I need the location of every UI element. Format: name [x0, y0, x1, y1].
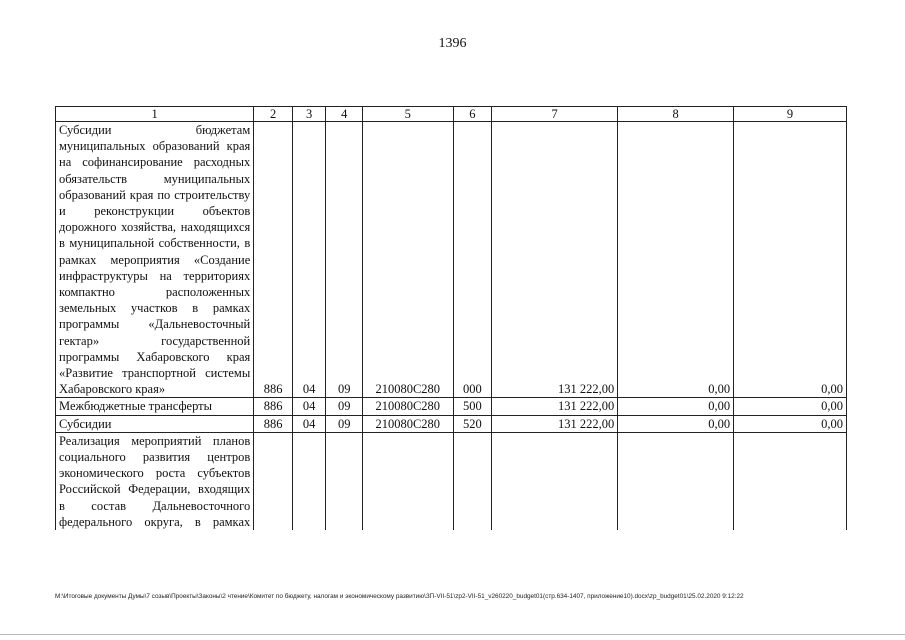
row-expense-type: 520 [453, 415, 492, 432]
row-name: Субсидии бюджетам муниципальных образований края на софинансирование расходных обязательств муниципальных образований края по строительству и реконструкции объектов дорожного хозяйства, находящихся в муниципальной собственности, в рамках мероприятия «Создание инфраструктуры на территориях компактно расположенных земельных участков в рамках программы «Дальневосточный гектар» государственной программы Хабаровского края «Развитие транспортной системы Хабаровского края» [56, 122, 254, 398]
row-amount-9: 0,00 [734, 415, 847, 432]
header-cell-6: 6 [453, 107, 492, 122]
row-expense-type: 500 [453, 398, 492, 415]
row-amount-9: 0,00 [734, 398, 847, 415]
row-amount-9: 0,00 [734, 122, 847, 398]
row-subsection: 09 [326, 122, 363, 398]
header-cell-9: 9 [734, 107, 847, 122]
row-section: 04 [292, 122, 326, 398]
empty-cell [292, 432, 326, 530]
row-amount-8: 0,00 [618, 415, 734, 432]
row-subsection: 09 [326, 398, 363, 415]
header-cell-8: 8 [618, 107, 734, 122]
header-cell-4: 4 [326, 107, 363, 122]
row-name: Реализация мероприятий планов социального развития центров экономического роста субъектов Российской Федерации, входящих в состав Дальневосточного федерального округа, в рамках [56, 432, 254, 530]
row-amount-8: 0,00 [618, 122, 734, 398]
header-cell-2: 2 [254, 107, 293, 122]
row-name: Межбюджетные трансферты [56, 398, 254, 415]
page-number: 1396 [438, 36, 467, 51]
table-row [56, 398, 847, 415]
row-target-article: 210080С280 [363, 122, 453, 398]
row-expense-type: 000 [453, 122, 492, 398]
table-row [56, 432, 847, 530]
row-code-886: 886 [254, 122, 293, 398]
row-target-article: 210080С280 [363, 415, 453, 432]
empty-cell [363, 432, 453, 530]
header-cell-3: 3 [292, 107, 326, 122]
page-edge-divider [0, 634, 905, 635]
header-cell-7: 7 [492, 107, 618, 122]
row-amount-8: 0,00 [618, 398, 734, 415]
empty-cell [326, 432, 363, 530]
empty-cell [492, 432, 618, 530]
row-name: Субсидии [56, 415, 254, 432]
footer-file-path: M:\Итоговые документы Думы\7 созыв\Проекты\Законы\2 чтение\Комитет по бюджету, налогам и экономическому развитию\ЗП-VII-51\zp2-VII-51_v260220_budget01(стр.634-1407, приложение10).docx\zp_budget01\25.02.2020 9:12:22 [55, 593, 744, 600]
row-code-886: 886 [254, 398, 293, 415]
row-target-article: 210080С280 [363, 398, 453, 415]
budget-table [55, 106, 847, 530]
empty-cell [254, 432, 293, 530]
row-amount-7: 131 222,00 [492, 415, 618, 432]
table-row [56, 122, 847, 398]
empty-cell [618, 432, 734, 530]
empty-cell [453, 432, 492, 530]
row-amount-7: 131 222,00 [492, 398, 618, 415]
row-amount-7: 131 222,00 [492, 122, 618, 398]
empty-cell [734, 432, 847, 530]
row-section: 04 [292, 398, 326, 415]
header-row [56, 107, 847, 122]
row-code-886: 886 [254, 415, 293, 432]
header-cell-1: 1 [56, 107, 254, 122]
table-row [56, 415, 847, 432]
row-subsection: 09 [326, 415, 363, 432]
header-cell-5: 5 [363, 107, 453, 122]
row-section: 04 [292, 415, 326, 432]
